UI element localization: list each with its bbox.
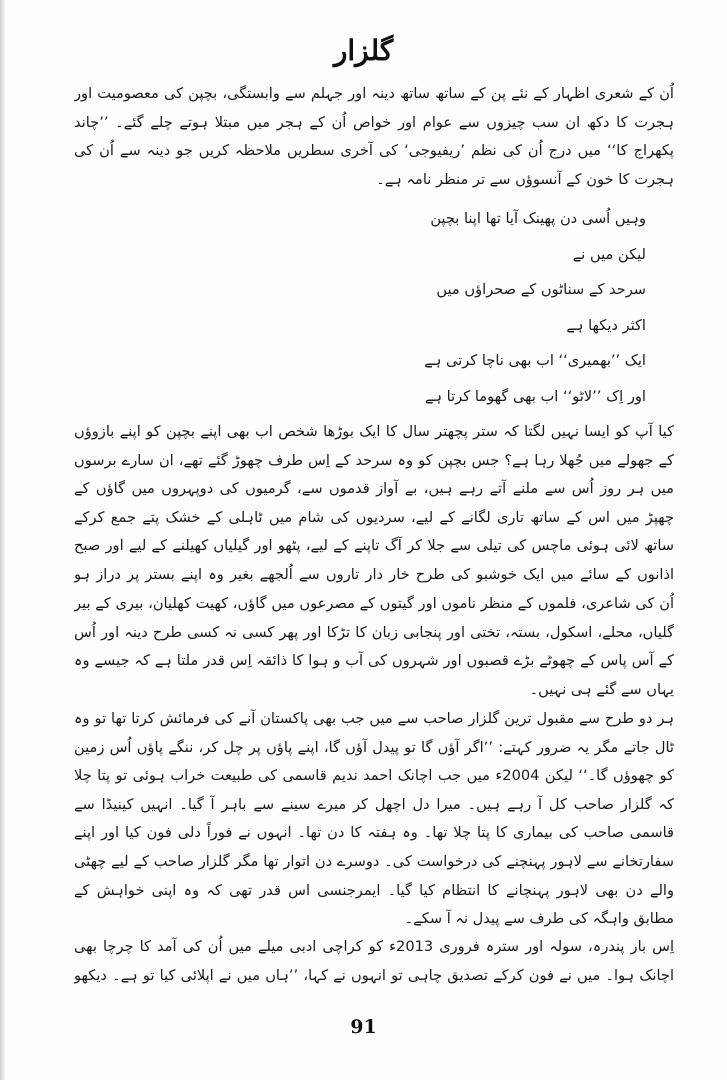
paragraph-intro: اُن کے شعری اظہار کے نئے پن کے ساتھ ساتھ دینہ اور جہلم سے وابستگی، بچپن کی معصومیت اور ہجرت کا دکھ ان سب چیزوں سے عوام اور خواص اُن کے ہجر میں مبتلا ہوتے چلے گئے۔ ’’چاند پکھراج کا‘‘ میں درج اُن کی نظم ’ریفیوجی‘ کی آخری سطریں ملاحظہ کریں جو دینہ سے اُن کی ہجرت کا خون کے آنسوؤں سے تر منظر نامہ ہے۔ <box>74 85 674 188</box>
poem-line: سرحد کے سناٹوں کے صحراؤں میں <box>436 281 646 298</box>
paragraph-visit-2004: ہر دو طرح سے مقبول ترین گلزار صاحب سے میں جب بھی پاکستان آنے کی فرمائش کرتا تھا تو وہ ٹال جاتے مگر یہ ضرور کہتے: ’’اگر آؤں گا تو پیدل آؤں گا، اپنے پاؤں پر چل کر، ننگے پاؤں اُس زمین کو چھوؤں گا۔‘‘ لیکن 2004ء میں جب اچانک احمد ندیم قاسمی کی طبیعت خراب ہوئی تو پتا چلا کہ گلزار صاحب کل آ رہے ہیں۔ میرا دل اچھل کر میرے سینے سے باہر آ گیا۔ انہیں کینیڈا سے قاسمی صاحب کی بیماری کا پتا چلا تھا۔ وہ ہفتہ کا دن تھا۔ انہوں نے فوراً دلی فون کیا اور اپنے سفارتخانے سے لاہور پہنچنے کی درخواست کی۔ دوسرے دن اتوار تھا مگر گلزار صاحب کے لیے چھٹی والے دن بھی لاہور پہنچانے کا انتظام کیا گیا۔ ایمرجنسی اس قدر تھی کہ وہ اپنی خواہش کے مطابق واہگہ کی طرف سے پیدل نہ آ سکے۔ <box>74 710 674 928</box>
paragraph-visit-2013: اِس بار پندرہ، سولہ اور سترہ فروری 2013ء کو کراچی ادبی میلے میں اُن کی آمد کا چرچا بھی اچانک ہوا۔ میں نے فون کرکے تصدیق چاہی تو انہوں نے کہا، ’’ہاں میں نے اپلائی کیا تو ہے۔ دیکھو <box>74 938 674 984</box>
poem-line: لیکن میں نے <box>572 245 646 263</box>
poem-line: اکثر دیکھا ہے <box>566 316 646 334</box>
page-body <box>74 80 674 993</box>
page-number: 91 <box>350 1016 377 1038</box>
binding-shadow <box>0 0 6 1080</box>
paragraph-poetry: اُن کی شاعری، فلموں کے منظر ناموں اور گیتوں کے مصرعوں میں گاؤں، کھیت کھلیان، بیری کے بیر گلیاں، محلے، اسکول، بستہ، تختی اور پنجابی زبان کا تڑکا اور پھر کسی نہ کسی طرح دینہ اور اُس کے آس پاس کے چھوٹے بڑے قصبوں اور شہروں کی آب و ہوا کا ذائقہ اِس قدر ملتا ہے کہ جیسے وہ یہاں سے گئے ہی نہیں۔ <box>74 595 674 698</box>
paragraph-childhood: کیا آپ کو ایسا نہیں لگتا کہ ستر پچھتر سال کا ایک بوڑھا شخص اب بھی اپنے بچپن کو اپنے بازوؤں کے جھولے میں جُھلا رہا ہے؟ جس بچپن کو وہ سرحد کے اِس طرف چھوڑ گئے تھے، ان سارے برسوں میں ہر روز اُس سے ملنے آتے رہے ہیں، بے آواز قدموں سے، گرمیوں کی دوپہروں میں گاؤں کے چھپڑ میں اس کے ساتھ تاری لگانے کے لیے، سردیوں کی شام میں ٹاہلی کے خشک پتے جمع کرکے ساتھ لائی ہوئی ماچس کی تیلی سے جلا کر آگ تاپنے کے لیے، پٹھو اور گیلیاں کھیلنے کے لیے اور صبح اذانوں کے سائے میں ایک خوشبو کی طرح خار دار تاروں سے اُلجھے بغیر وہ اپنے بستر پر دراز ہو <box>74 423 674 583</box>
poem-line: ایک ’’بھمیری‘‘ اب بھی ناچا کرتی ہے <box>424 352 646 369</box>
poem-line: وہیں اُسی دن پھینک آیا تھا اپنا بچپن <box>430 210 646 227</box>
poem-excerpt <box>74 201 674 414</box>
poem-line: اور اِک ’’لاٹو‘‘ اب بھی گھوما کرتا ہے <box>424 387 646 405</box>
page-header-title: گلزار <box>333 34 394 67</box>
